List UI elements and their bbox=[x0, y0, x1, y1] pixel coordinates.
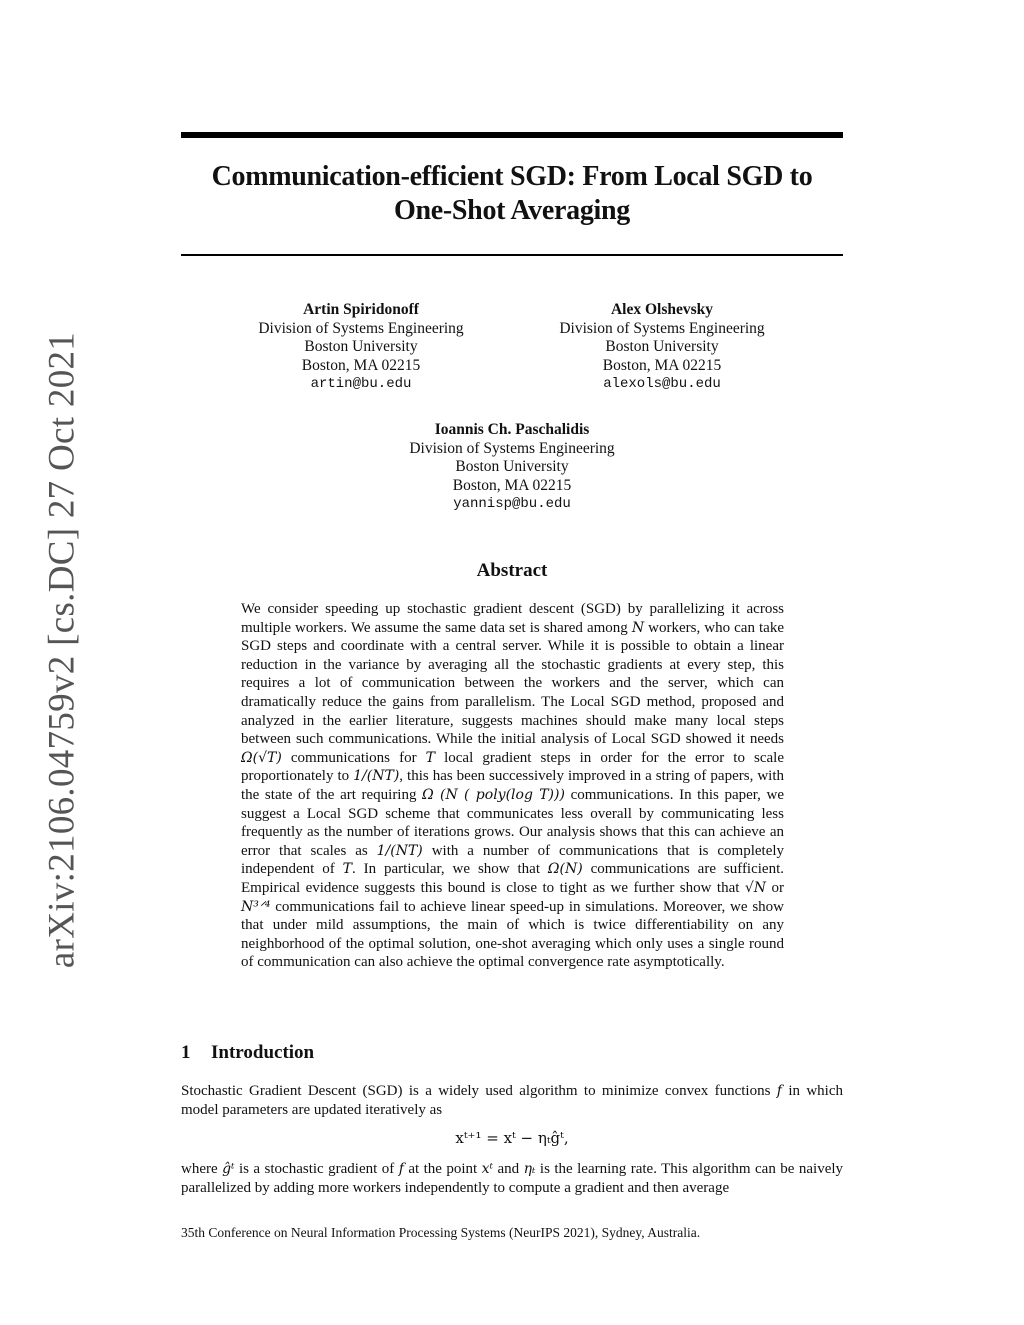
title-line-1: Communication-efficient SGD: From Local SGD to bbox=[211, 161, 813, 192]
paper-title bbox=[181, 160, 843, 228]
math-expression: N³ᐟ⁴ bbox=[241, 898, 271, 915]
author-university: Boston University bbox=[455, 458, 569, 475]
body-text: at the point bbox=[408, 1161, 478, 1177]
arxiv-identifier: arXiv:2106.04759v2 [cs.DC] 27 Oct 2021 bbox=[41, 331, 83, 969]
abstract-text: communications. In this paper, we suggest a Local SGD scheme that communicates less overall by communicating less frequently as the number of iterations grows. Our analysis shows that this can achieve an error that scales as bbox=[241, 786, 785, 859]
title-line-2: One-Shot Averaging bbox=[394, 195, 630, 226]
author-email[interactable]: artin@bu.edu bbox=[310, 376, 412, 392]
abstract-text: communications are sufficient. Empirical evidence suggests this bound is close to tight as we further show that bbox=[241, 861, 785, 896]
update-equation: xᵗ⁺¹ = xᵗ − ηₜĝᵗ, bbox=[455, 1129, 569, 1147]
author-department: Division of Systems Engineering bbox=[409, 439, 615, 457]
math-expression: 1/(NT) bbox=[353, 768, 400, 785]
math-expression: Ω(N) bbox=[547, 861, 583, 878]
author-email[interactable]: yannisp@bu.edu bbox=[453, 496, 571, 512]
author-block-1 bbox=[201, 301, 521, 394]
abstract-text: communications fail to achieve linear speed-up in simulations. Moreover, we show that under mild assumptions, the main of which is twice differentiability on any neighborhood of the optimal solution, one-shot averaging which only uses a single round of communication can also achieve the optimal convergence rate asymptotically. bbox=[241, 898, 785, 971]
author-email[interactable]: alexols@bu.edu bbox=[603, 376, 721, 392]
body-text: is a stochastic gradient of bbox=[238, 1161, 395, 1177]
math-expression: Ω (N ( poly(log T))) bbox=[422, 786, 565, 803]
abstract-text: We consider speeding up stochastic gradient descent (SGD) by parallelizing it across multiple workers. We assume the same data set is shared among bbox=[241, 601, 784, 636]
body-text: is the learning rate. This algorithm can be naively parallelized by adding more workers independently to compute a gradient and then average bbox=[181, 1161, 844, 1196]
body-text: where bbox=[181, 1161, 218, 1177]
author-city: Boston, MA 02215 bbox=[452, 476, 572, 494]
conference-footnote: 35th Conference on Neural Information Processing Systems (NeurIPS 2021), Sydney, Australia. bbox=[181, 1225, 701, 1240]
author-name: Alex Olshevsky bbox=[610, 301, 714, 318]
math-expression: Ω(√T) bbox=[241, 749, 282, 766]
math-expression: ĝᵗ bbox=[222, 1161, 235, 1177]
intro-paragraph-2 bbox=[181, 1160, 843, 1197]
author-department: Division of Systems Engineering bbox=[258, 319, 464, 337]
body-text: in which model parameters are updated iteratively as bbox=[181, 1083, 844, 1118]
math-expression: ηₜ bbox=[523, 1161, 536, 1177]
math-expression: f bbox=[398, 1161, 404, 1177]
math-expression: N bbox=[631, 619, 645, 636]
abstract-text: local gradient steps in order for the error to scale proportionately to bbox=[241, 749, 785, 785]
body-text: Stochastic Gradient Descent (SGD) is a widely used algorithm to minimize convex functions bbox=[181, 1083, 771, 1099]
author-department: Division of Systems Engineering bbox=[559, 319, 765, 337]
author-university: Boston University bbox=[304, 338, 418, 355]
abstract-heading: Abstract bbox=[476, 560, 548, 581]
math-expression: xᵗ bbox=[481, 1161, 494, 1177]
math-expression: f bbox=[776, 1083, 782, 1099]
section-heading bbox=[181, 1042, 314, 1064]
section-number: 1 bbox=[181, 1042, 191, 1063]
math-expression: T bbox=[342, 861, 352, 878]
abstract-text: with a number of communications that is completely independent of bbox=[241, 842, 785, 878]
intro-paragraph-1 bbox=[181, 1082, 843, 1119]
author-block-3 bbox=[352, 421, 672, 514]
math-expression: 1/(NT) bbox=[376, 842, 423, 859]
body-text: and bbox=[497, 1161, 520, 1177]
section-title: Introduction bbox=[211, 1042, 315, 1063]
abstract-text: workers, who can take SGD steps and coordinate with a central server. While it is possible to obtain a linear reduction in the variance by averaging all the stochastic gradients at every step, this requires a lot of communication between the workers and the server, which can dramatically reduce the gains from parallelism. The Local SGD method, proposed and analyzed in the earlier literature, suggests machines should make many local steps between such communications. While the initial analysis of Local SGD showed it needs bbox=[241, 619, 784, 748]
author-city: Boston, MA 02215 bbox=[602, 356, 722, 374]
abstract-text: . In particular, we show that bbox=[351, 861, 541, 878]
author-block-2 bbox=[502, 301, 822, 394]
title-bottom-rule bbox=[181, 254, 843, 256]
math-expression: T bbox=[425, 749, 436, 766]
author-name: Artin Spiridonoff bbox=[303, 301, 419, 318]
abstract-text: communications for bbox=[290, 749, 417, 766]
math-expression: √N bbox=[744, 879, 767, 896]
abstract-text: or bbox=[771, 879, 785, 896]
author-university: Boston University bbox=[605, 338, 719, 355]
title-top-rule bbox=[181, 132, 843, 138]
author-name: Ioannis Ch. Paschalidis bbox=[434, 421, 590, 438]
abstract-text: , this has been successively improved in a string of papers, with the state of the art requiring bbox=[241, 768, 784, 803]
abstract-body bbox=[241, 600, 784, 972]
author-city: Boston, MA 02215 bbox=[301, 356, 421, 374]
